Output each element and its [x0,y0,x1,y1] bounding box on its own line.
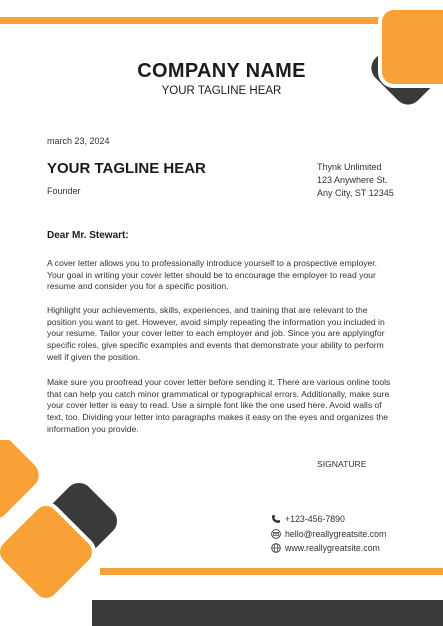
sender-role: Founder [47,186,81,196]
salutation: Dear Mr. Stewart: [47,230,129,241]
email-icon [271,529,281,539]
body-paragraph: Highlight your achievements, skills, experiences, and training that are relevant to the position you want to get. However, avoid simply repeating the information you included in your resume. Tailor your cover letter to each employer and job. Since you are applyingfor specific roles, give specific examples and events that demonstrate your ability to perform well if given the position. [47,305,385,362]
contact-email[interactable] [271,529,386,539]
signature: SIGNATURE [317,459,367,469]
top-orange-bar [0,17,395,24]
website-text: www.reallygreatsite.com [285,543,380,553]
letter-title: YOUR TAGLINE HEAR [47,160,206,177]
recipient-line: Thynk Unlimited [317,162,382,172]
company-name: COMPANY NAME [137,60,306,82]
email-text: hello@reallygreatsite.com [285,529,387,539]
body-paragraph: Make sure you proofread your cover letter before sending it. There are various online tools that can help you catch minor grammatical or typographical errors. Additionally, make sure your cover letter is easy to read. Use a simple font like the one used here. Avoid walls of text, too. Dividing your letter into paragraphs makes it easy on the eyes and organizes the information you provide. [47,377,391,434]
recipient-line: 123 Anywhere St. [317,175,388,185]
bottom-orange-bar [100,568,443,575]
phone-text: +123-456-7890 [285,514,345,524]
bottom-left-decoration [0,440,120,626]
globe-icon [271,543,281,553]
recipient-line: Any City, ST 12345 [317,188,394,198]
contact-website[interactable] [271,543,380,553]
contact-phone[interactable] [271,514,345,524]
recipient-address [317,161,394,200]
phone-icon [271,514,281,524]
body-paragraph: A cover letter allows you to professionally introduce yourself to a prospective employer. Your goal in writing your cover letter should be to encourage the employer to read your resume and consider you for a specific position. [47,258,378,292]
bottom-dark-bar [92,600,443,626]
letter-date: march 23, 2024 [47,136,110,146]
header-tagline: YOUR TAGLINE HEAR [161,85,282,97]
